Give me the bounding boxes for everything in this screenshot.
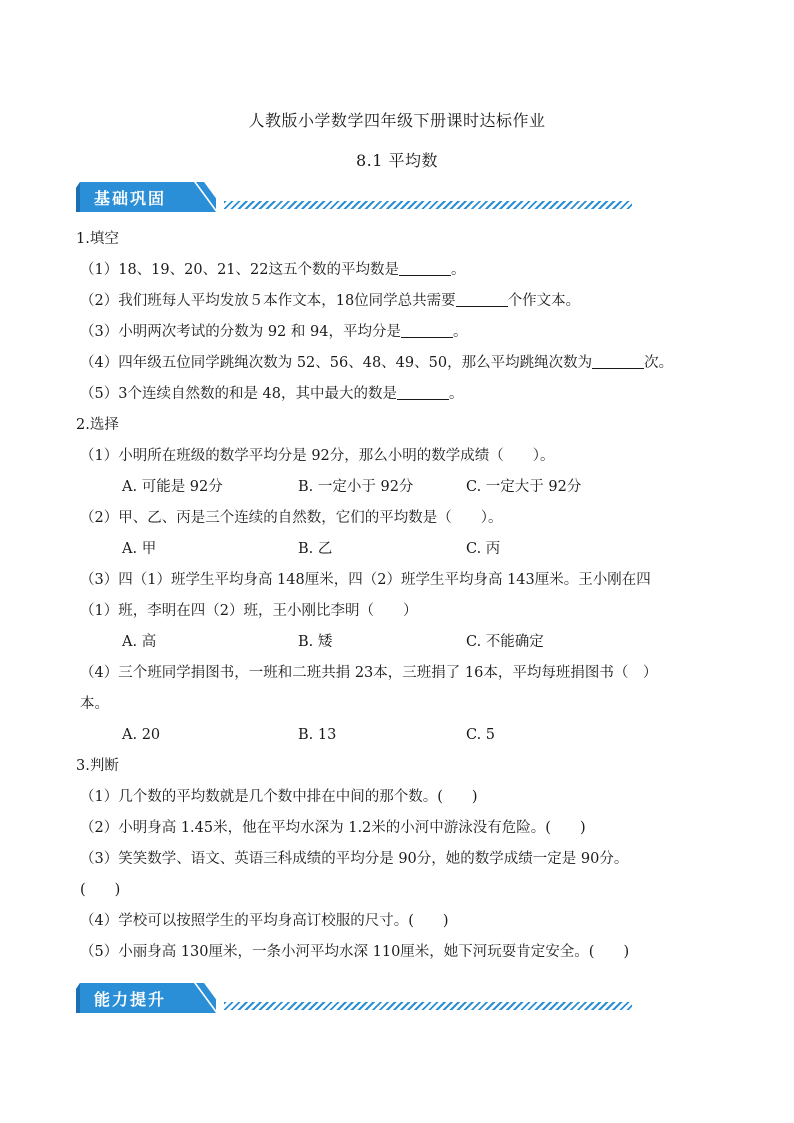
q2-item-1-option-a[interactable]: A. 可能是 92分	[122, 479, 223, 495]
q2-item-2-option-b[interactable]: B. 乙	[298, 541, 333, 557]
q2-item-4-stem-line-1: （4）三个班同学捐图书，一班和二班共捐 23本，三班捐了 16本，平均每班捐图书（ ）	[80, 665, 658, 681]
q1-item-4	[80, 353, 673, 373]
q3-item-5: （5）小丽身高 130厘米，一条小河平均水深 110厘米，她下河玩耍肯定安全。( )	[80, 944, 630, 960]
section-banner-advanced	[76, 983, 632, 1017]
q2-item-4-option-c[interactable]: C. 5	[466, 727, 496, 743]
q2-item-2-option-c[interactable]: C. 丙	[466, 541, 501, 557]
document-title: 人教版小学数学四年级下册课时达标作业	[248, 111, 546, 130]
q2-item-2-option-a[interactable]: A. 甲	[122, 541, 157, 557]
q1-item-1-end: 。	[450, 262, 466, 278]
q2-item-1-option-c[interactable]: C. 一定大于 92分	[466, 479, 582, 495]
q2-item-3-option-c[interactable]: C. 不能确定	[466, 634, 544, 650]
q1-item-2-end: 个作文本。	[507, 293, 581, 309]
q1-item-2-text: （2）我们班每人平均发放５本作文本，18位同学总共需要	[80, 293, 456, 309]
q1-item-5-end: 。	[449, 386, 464, 402]
answer-blank[interactable]	[401, 323, 453, 338]
q3-item-1: （1）几个数的平均数就是几个数中排在中间的那个数。( )	[80, 789, 478, 805]
q3-heading: 3.判断	[76, 758, 119, 774]
q1-item-5-text: （5）3个连续自然数的和是 48，其中最大的数是	[80, 386, 398, 402]
q2-item-3-option-a[interactable]: A. 高	[122, 634, 157, 650]
q1-item-2	[80, 291, 580, 311]
q2-item-2-stem: （2）甲、乙、丙是三个连续的自然数，它们的平均数是（ ）。	[80, 510, 503, 526]
lesson-subtitle: 8.1 平均数	[355, 151, 439, 170]
q1-heading: 1.填空	[76, 231, 119, 247]
q1-item-3	[80, 322, 467, 342]
section-hatch-divider	[224, 1002, 632, 1010]
answer-blank[interactable]	[399, 261, 451, 276]
q2-item-1-option-b[interactable]: B. 一定小于 92分	[298, 479, 414, 495]
q2-item-3-stem-line-2: （1）班，李明在四（2）班，王小刚比李明（ ）	[80, 603, 418, 619]
q2-item-4-stem-line-2: 本。	[80, 696, 109, 712]
q2-item-1-stem: （1）小明所在班级的数学平均分是 92分，那么小明的数学成绩（ ）。	[80, 448, 555, 464]
q1-item-3-text: （3）小明两次考试的分数为 92 和 94，平均分是	[80, 324, 401, 340]
q2-item-3-stem-line-1: （3）四（1）班学生平均身高 148厘米，四（2）班学生平均身高 143厘米。王小刚在四	[80, 572, 651, 588]
answer-blank[interactable]	[397, 385, 449, 400]
answer-blank[interactable]	[456, 292, 508, 307]
q1-item-3-end: 。	[452, 324, 468, 340]
section-banner-basic	[76, 182, 632, 216]
q2-item-4-option-b[interactable]: B. 13	[298, 727, 337, 743]
q3-item-4: （4）学校可以按照学生的平均身高订校服的尺寸。( )	[80, 913, 449, 929]
section-title-advanced: 能力提升	[94, 990, 167, 1009]
q1-item-4-text: （4）四年级五位同学跳绳次数为 52、56、48、49、50，那么平均跳绳次数为	[80, 355, 593, 371]
q2-item-4-option-a[interactable]: A. 20	[122, 727, 161, 743]
q3-item-2: （2）小明身高 1.45米，他在平均水深为 1.2米的小河中游泳没有危险。( )	[80, 820, 586, 836]
q1-item-4-end: 次。	[644, 355, 674, 371]
q3-item-3-line-1: （3）笑笑数学、语文、英语三科成绩的平均分是 90分，她的数学成绩一定是 90分。	[80, 851, 629, 867]
q1-item-1	[80, 260, 465, 280]
q1-item-1-text: （1）18、19、20、21、22这五个数的平均数是	[80, 262, 399, 278]
q1-item-5	[80, 384, 464, 404]
answer-blank[interactable]	[592, 354, 644, 369]
q2-heading: 2.选择	[76, 417, 119, 433]
q3-item-3-line-2: ( )	[80, 882, 121, 898]
section-hatch-divider	[224, 201, 632, 209]
q2-item-3-option-b[interactable]: B. 矮	[298, 634, 333, 650]
section-title-basic: 基础巩固	[94, 189, 167, 208]
